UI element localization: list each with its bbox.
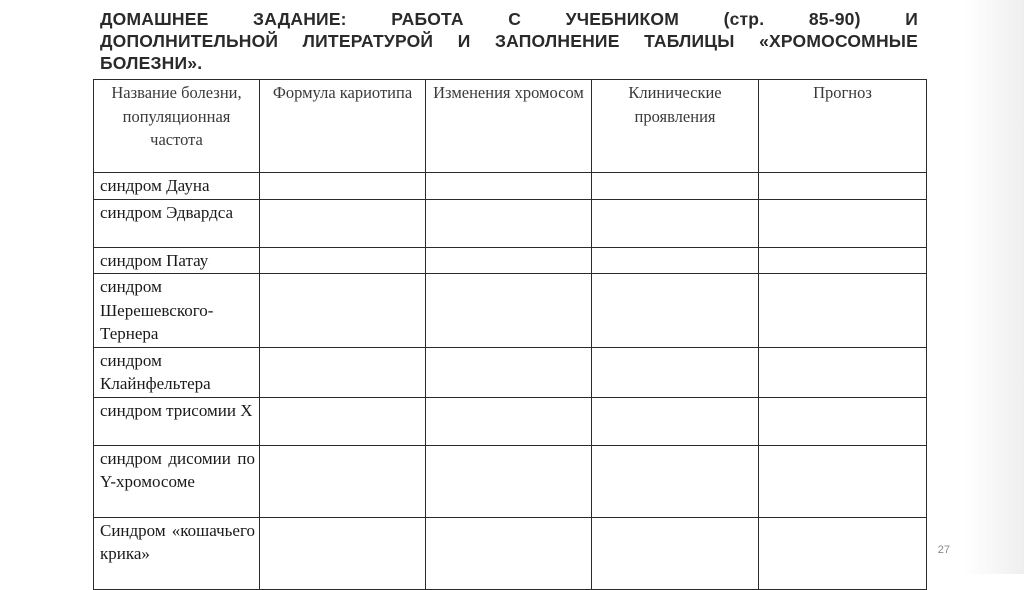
table-row [94, 445, 927, 517]
empty-cell[interactable] [260, 247, 426, 274]
assignment-heading [100, 8, 918, 74]
empty-cell[interactable] [592, 274, 759, 348]
empty-cell[interactable] [592, 173, 759, 200]
empty-cell[interactable] [426, 274, 592, 348]
empty-cell[interactable] [426, 445, 592, 517]
empty-cell[interactable] [426, 517, 592, 589]
empty-cell[interactable] [260, 397, 426, 445]
empty-cell[interactable] [260, 173, 426, 200]
empty-cell[interactable] [759, 274, 927, 348]
empty-cell[interactable] [426, 199, 592, 247]
heading-line-1: ДОМАШНЕЕ ЗАДАНИЕ: РАБОТА С УЧЕБНИКОМ (стр. 85-90) И [100, 9, 918, 29]
slide-number: 27 [937, 544, 950, 556]
column-header-chromosome-changes: Изменения хромосом [426, 80, 592, 173]
table-row [94, 247, 927, 274]
empty-cell[interactable] [426, 347, 592, 397]
empty-cell[interactable] [260, 517, 426, 589]
empty-cell[interactable] [759, 199, 927, 247]
column-header-disease-name: Название болезни, популяционная частота [94, 80, 260, 173]
empty-cell[interactable] [426, 173, 592, 200]
table-row [94, 397, 927, 445]
empty-cell[interactable] [426, 247, 592, 274]
empty-cell[interactable] [759, 397, 927, 445]
disease-name-cell: синдром Клайнфельтера [94, 347, 260, 397]
empty-cell[interactable] [592, 445, 759, 517]
disease-name-cell: Синдром «кошачьего крика» [94, 517, 260, 589]
disease-name-cell: синдром Патау [94, 247, 260, 274]
column-header-karyotype: Формула кариотипа [260, 80, 426, 173]
empty-cell[interactable] [759, 445, 927, 517]
empty-cell[interactable] [260, 347, 426, 397]
empty-cell[interactable] [592, 199, 759, 247]
disease-name-cell: синдром дисомии по Y-хромосоме [94, 445, 260, 517]
table-row [94, 199, 927, 247]
disease-name-cell: синдром трисомии Х [94, 397, 260, 445]
empty-cell[interactable] [426, 397, 592, 445]
slide-edge-shadow [964, 0, 1024, 574]
column-header-prognosis: Прогноз [759, 80, 927, 173]
table-row [94, 274, 927, 348]
empty-cell[interactable] [759, 247, 927, 274]
column-header-clinical-signs: Клинические проявления [592, 80, 759, 173]
empty-cell[interactable] [260, 445, 426, 517]
empty-cell[interactable] [759, 347, 927, 397]
empty-cell[interactable] [759, 173, 927, 200]
empty-cell[interactable] [592, 347, 759, 397]
empty-cell[interactable] [260, 199, 426, 247]
table-row [94, 347, 927, 397]
empty-cell[interactable] [592, 517, 759, 589]
empty-cell[interactable] [592, 247, 759, 274]
table-header-row [94, 80, 927, 173]
empty-cell[interactable] [592, 397, 759, 445]
chromosome-diseases-table [93, 79, 927, 590]
disease-name-cell: синдром Шерешевского-Тернера [94, 274, 260, 348]
heading-line-rest: ДОПОЛНИТЕЛЬНОЙ ЛИТЕРАТУРОЙ И ЗАПОЛНЕНИЕ ТАБЛИЦЫ «ХРОМОСОМНЫЕ БОЛЕЗНИ». [100, 31, 918, 73]
table-row [94, 173, 927, 200]
empty-cell[interactable] [759, 517, 927, 589]
disease-name-cell: синдром Эдвардса [94, 199, 260, 247]
disease-name-cell: синдром Дауна [94, 173, 260, 200]
empty-cell[interactable] [260, 274, 426, 348]
table-row [94, 517, 927, 589]
